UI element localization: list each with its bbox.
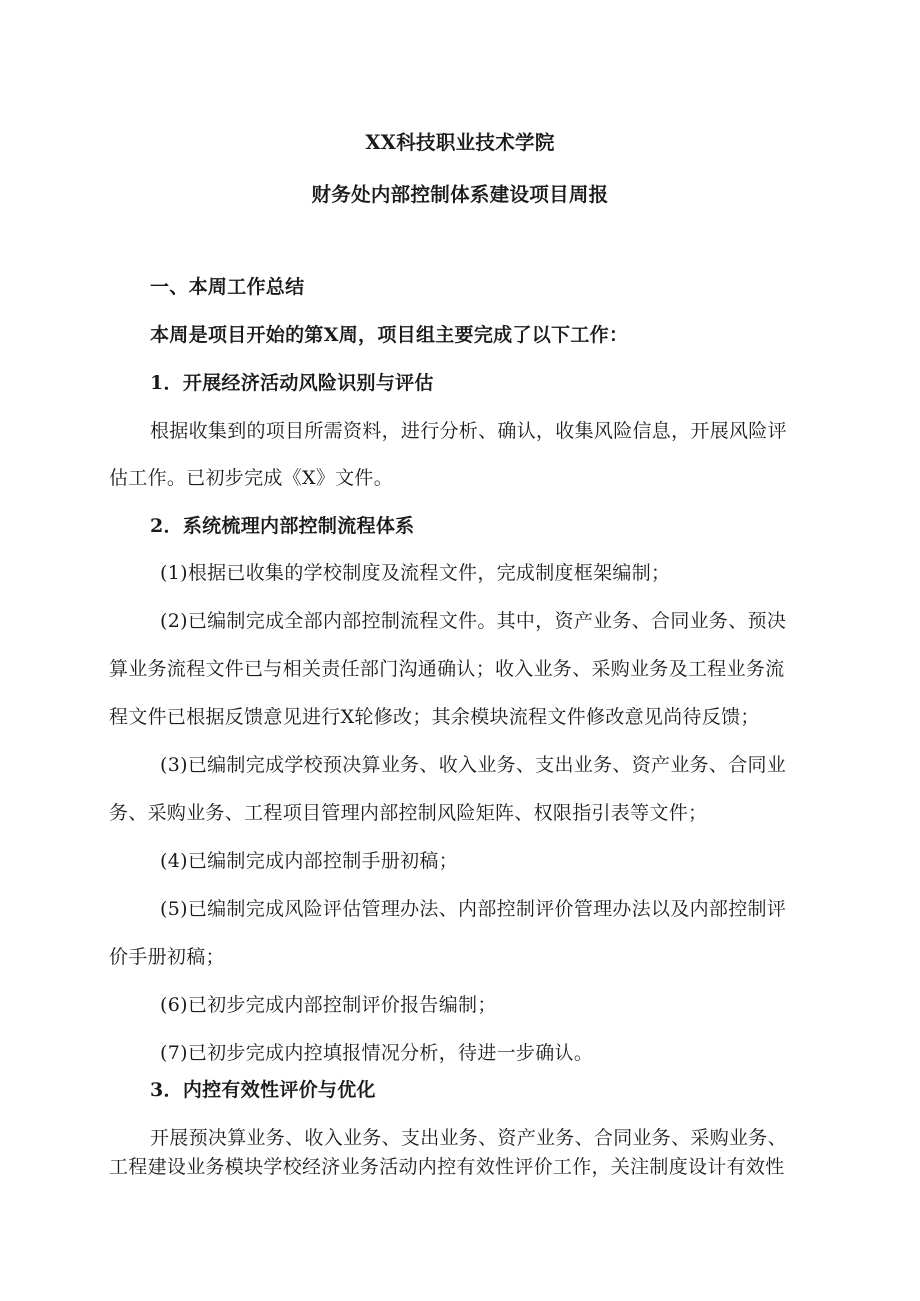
item2-subitem-4: (4)已编制完成内部控制手册初稿； [160, 850, 459, 872]
item1-paragraph-line1: 根据收集到的项目所需资料，进行分析、确认，收集风险信息，开展风险评 [150, 420, 787, 442]
item2-subitem-1: (1)根据已收集的学校制度及流程文件，完成制度框架编制； [160, 562, 671, 584]
item2-subitem-2-line2: 算业务流程文件已与相关责任部门沟通确认；收入业务、采购业务及工程业务流 [109, 658, 785, 680]
item3-paragraph-line1: 开展预决算业务、收入业务、支出业务、资产业务、合同业务、采购业务、 [150, 1127, 787, 1149]
item3-paragraph-line2: 工程建设业务模块学校经济业务活动内控有效性评价工作，关注制度设计有效性 [109, 1156, 785, 1178]
item1-heading: 1．开展经济活动风险识别与评估 [150, 372, 434, 394]
intro-paragraph: 本周是项目开始的第X周，项目组主要完成了以下工作： [150, 324, 629, 346]
item2-subitem-5-line2: 价手册初稿； [109, 946, 225, 968]
item3-heading: 3．内控有效性评价与优化 [150, 1079, 376, 1101]
document-title-report: 财务处内部控制体系建设项目周报 [311, 183, 609, 206]
item1-paragraph-line2: 估工作。已初步完成《X》文件。 [109, 467, 394, 489]
section-heading-weekly-summary: 一、本周工作总结 [150, 276, 305, 298]
item2-subitem-2-line1: (2)已编制完成全部内部控制流程文件。其中，资产业务、合同业务、预决 [160, 610, 787, 632]
item2-subitem-5-line1: (5)已编制完成风险评估管理办法、内部控制评价管理办法以及内部控制评 [160, 898, 787, 920]
item2-heading: 2．系统梳理内部控制流程体系 [150, 515, 415, 537]
item2-subitem-6: (6)已初步完成内部控制评价报告编制； [160, 994, 497, 1016]
item2-subitem-3-line1: (3)已编制完成学校预决算业务、收入业务、支出业务、资产业务、合同业 [160, 754, 787, 776]
document-title-institution: XX科技职业技术学院 [365, 131, 555, 154]
item2-subitem-2-line3: 程文件已根据反馈意见进行X轮修改；其余模块流程文件修改意见尚待反馈； [109, 706, 760, 728]
item2-subitem-7: (7)已初步完成内控填报情况分析，待进一步确认。 [160, 1042, 594, 1064]
item2-subitem-3-line2: 务、采购业务、工程项目管理内部控制风险矩阵、权限指引表等文件； [109, 802, 708, 824]
